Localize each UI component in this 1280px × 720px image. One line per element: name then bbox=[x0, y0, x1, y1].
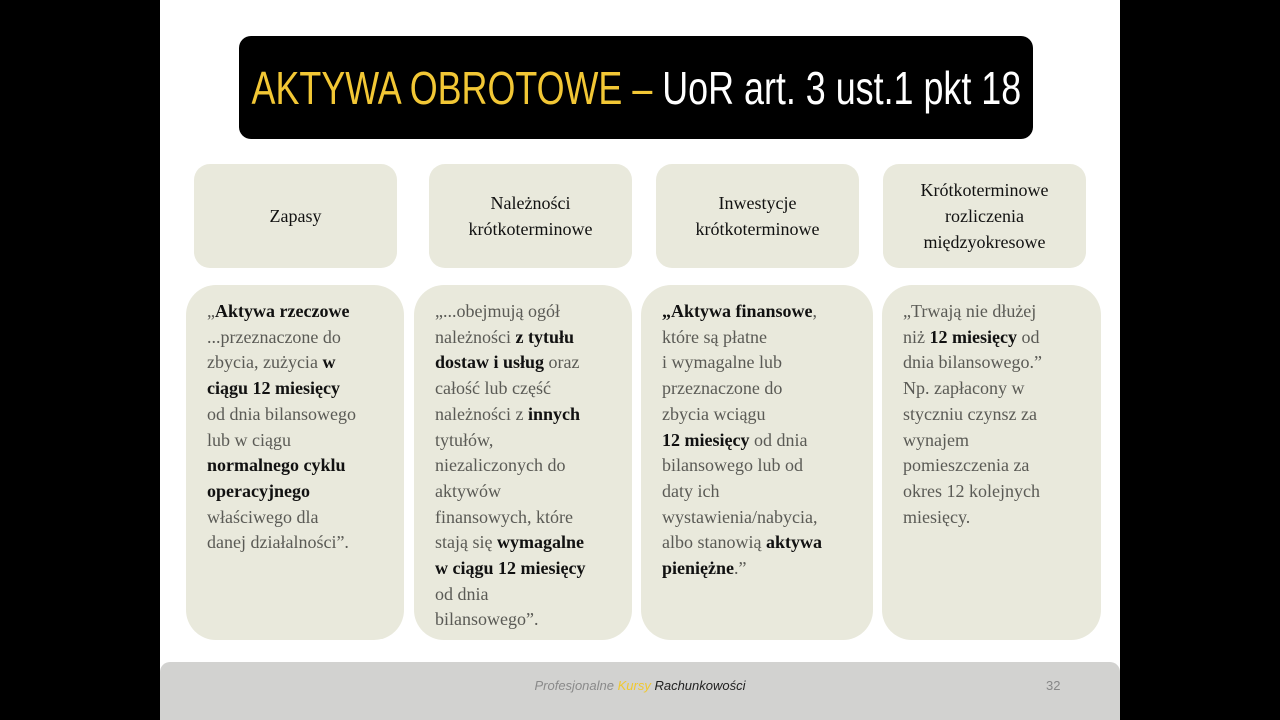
text-line bbox=[662, 376, 861, 402]
bold-text: „Aktywa finansowe bbox=[662, 301, 813, 321]
text: które są płatne bbox=[662, 326, 767, 347]
bold-text: ciągu 12 miesięcy bbox=[207, 378, 340, 399]
text: wynajem bbox=[903, 429, 969, 450]
text: „Trwają nie dłużej bbox=[903, 301, 1037, 321]
text: aktywów bbox=[435, 480, 501, 501]
footer-brand bbox=[160, 678, 1120, 693]
text: danej działalności”. bbox=[207, 532, 349, 553]
text-line bbox=[207, 479, 392, 505]
text-line bbox=[435, 325, 620, 351]
text-line bbox=[435, 607, 620, 633]
bold-text: wymagalne bbox=[496, 532, 584, 553]
header-label: Zapasy bbox=[269, 206, 322, 226]
text: tytułów, bbox=[435, 429, 494, 450]
text: i wymagalne lub bbox=[662, 352, 782, 373]
text-line bbox=[662, 428, 861, 454]
text: bilansowego lub od bbox=[662, 455, 803, 476]
text: albo stanowią bbox=[662, 532, 766, 553]
bold-text: w bbox=[322, 352, 336, 373]
text-line bbox=[207, 402, 392, 428]
text: miesięcy. bbox=[903, 506, 971, 527]
text-line bbox=[662, 350, 861, 376]
text: niezaliczonych do bbox=[435, 455, 566, 476]
text-line bbox=[662, 299, 861, 325]
text-line bbox=[207, 325, 392, 351]
footer-brand-part2: Kursy bbox=[617, 678, 651, 693]
text: przeznaczone do bbox=[662, 378, 783, 399]
text-line bbox=[903, 325, 1089, 351]
title-banner bbox=[239, 36, 1033, 139]
bold-text: pieniężne bbox=[662, 558, 734, 579]
text-line bbox=[662, 325, 861, 351]
text: , bbox=[812, 301, 818, 321]
bold-text: normalnego cyklu bbox=[207, 455, 346, 476]
text-line bbox=[435, 453, 620, 479]
text-line bbox=[207, 350, 392, 376]
text-line bbox=[435, 505, 620, 531]
footer-brand-part1: Profesjonalne bbox=[534, 678, 618, 693]
text-line bbox=[662, 505, 861, 531]
text-line bbox=[435, 556, 620, 582]
text-line bbox=[903, 479, 1089, 505]
text-line bbox=[207, 299, 392, 325]
bold-text: w ciągu 12 miesięcy bbox=[435, 558, 586, 579]
text-line bbox=[903, 505, 1089, 531]
text-line bbox=[435, 479, 620, 505]
text-line bbox=[903, 350, 1089, 376]
text: „ bbox=[207, 301, 215, 321]
text-line bbox=[435, 350, 620, 376]
text-line bbox=[435, 582, 620, 608]
text-line bbox=[903, 428, 1089, 454]
text: zbycia wciągu bbox=[662, 403, 766, 424]
text-line bbox=[662, 479, 861, 505]
text: należności z bbox=[435, 403, 528, 424]
text: stają się bbox=[435, 532, 497, 553]
text: oraz bbox=[544, 352, 580, 373]
text-line bbox=[903, 402, 1089, 428]
text: od dnia bbox=[749, 429, 808, 450]
text: finansowych, które bbox=[435, 506, 573, 527]
title-reference: UoR art. 3 ust.1 pkt 18 bbox=[661, 61, 1021, 114]
header-zapasy bbox=[194, 164, 397, 268]
text: lub w ciągu bbox=[207, 429, 291, 450]
footer-brand-part3: Rachunkowości bbox=[650, 678, 746, 693]
text: wystawienia/nabycia, bbox=[662, 506, 818, 527]
text: okres 12 kolejnych bbox=[903, 480, 1040, 501]
slide-title bbox=[251, 61, 1021, 115]
text: bilansowego”. bbox=[435, 609, 539, 630]
text: Np. zapłacony w bbox=[903, 378, 1025, 399]
text-line bbox=[207, 376, 392, 402]
text: styczniu czynsz za bbox=[903, 403, 1037, 424]
description-rozliczenia bbox=[882, 285, 1101, 640]
text-line bbox=[435, 376, 620, 402]
text-line bbox=[435, 428, 620, 454]
text: daty ich bbox=[662, 480, 720, 501]
header-label: Krótkoterminowe rozliczenia międzyokresowe bbox=[920, 180, 1049, 252]
header-naleznosci bbox=[429, 164, 632, 268]
description-naleznosci bbox=[414, 285, 632, 640]
header-rozliczenia bbox=[883, 164, 1086, 268]
text: zbycia, zużycia bbox=[207, 352, 323, 373]
text: pomieszczenia za bbox=[903, 455, 1030, 476]
text: od bbox=[1016, 326, 1040, 347]
text: od dnia bbox=[435, 583, 489, 604]
slide bbox=[160, 0, 1120, 720]
bold-text: Aktywa rzeczowe bbox=[215, 301, 350, 321]
text: całość lub część bbox=[435, 378, 551, 399]
bold-text: innych bbox=[527, 403, 580, 424]
title-main: AKTYWA OBROTOWE – bbox=[251, 61, 662, 114]
text: niż bbox=[903, 326, 930, 347]
bold-text: aktywa bbox=[765, 532, 822, 553]
text-line bbox=[903, 453, 1089, 479]
text: dnia bilansowego.” bbox=[903, 352, 1042, 373]
header-label: Inwestycje krótkoterminowe bbox=[695, 193, 820, 239]
header-label: Należności krótkoterminowe bbox=[468, 193, 593, 239]
text-line bbox=[903, 299, 1089, 325]
text-line bbox=[662, 453, 861, 479]
text-line bbox=[435, 402, 620, 428]
text-line bbox=[662, 402, 861, 428]
header-inwestycje bbox=[656, 164, 859, 268]
footer bbox=[160, 662, 1120, 720]
text: ...przeznaczone do bbox=[207, 326, 341, 347]
text: należności bbox=[435, 326, 516, 347]
text-line bbox=[207, 428, 392, 454]
text: „...obejmują ogół bbox=[435, 301, 560, 321]
bold-text: 12 miesięcy bbox=[929, 326, 1017, 347]
text-line bbox=[662, 530, 861, 556]
text-line bbox=[207, 453, 392, 479]
bold-text: z tytułu bbox=[515, 326, 574, 347]
text-line bbox=[435, 299, 620, 325]
description-zapasy bbox=[186, 285, 404, 640]
text: właściwego dla bbox=[207, 506, 319, 527]
text-line bbox=[207, 530, 392, 556]
page-number: 32 bbox=[1046, 678, 1061, 693]
bold-text: operacyjnego bbox=[207, 480, 310, 501]
text-line bbox=[207, 505, 392, 531]
text: .” bbox=[734, 558, 747, 579]
text-line bbox=[435, 530, 620, 556]
text-line bbox=[662, 556, 861, 582]
text: od dnia bilansowego bbox=[207, 403, 356, 424]
text-line bbox=[903, 376, 1089, 402]
bold-text: 12 miesięcy bbox=[662, 429, 750, 450]
bold-text: dostaw i usług bbox=[435, 352, 545, 373]
description-inwestycje bbox=[641, 285, 873, 640]
